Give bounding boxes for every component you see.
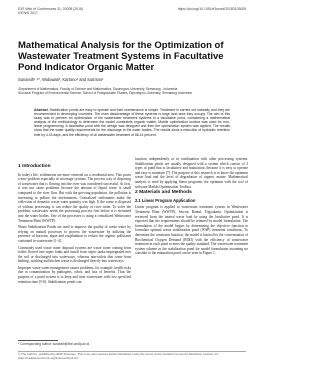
corresponding-author-footnote: * Corresponding author: sunarsih@live.undip.ac.id [18,342,90,346]
subsection-heading: 2.1 Linear Program Application [135,197,196,203]
abstract-text: Stabilization ponds are easy to operate and their maintenance is simple. Treatment is carried out naturally and they are recommended in developing countries. The main disadvantage of these systems is large land area they occupy. The aim of this study was to perform an optimization of the wastewater treatment systems in a facultative pond, considering a mathematical analysis of the methodology to determine the model constraints organic matter. Mobile optimization toolbox was used for non-linear programming. A facultative pond with the design was designed and then the optimization system was applied. The results show that the water quality requirements for the discharge to the water bodies. The results show a reduction of hydraulic retention time by 4.43 days, and the efficiency of oil wastewater treatment of 86.14 percent. [34,108,231,137]
section-heading-introduction: 1 Introduction [18,164,51,169]
abstract [34,108,230,137]
abstract-label: Abstract. [34,108,49,112]
conference-name: ICENIS 2017 [18,11,38,16]
affiliation-1: ¹Department of Mathematics, Faculty of Science and Mathematics, Diponegoro University, Semarang - Indonesia [18,87,178,91]
author-list: Sunarsih¹˒²*, Widowati¹, Kartono¹ and Sutrisno¹ [18,77,104,82]
paragraph: In today's life, settlements are more centered on a residential area. This poses a new problem especially in sewerage systems. The process way of disposing of wastewater that is flowing into the river was considered successful. At first, it was not cause problems because the amount of liquid waste is small compared to the river flow. But with the growing population, the pollution is increasing to pollute the environment. Centralized settlements make the collection of domestic waste water quantity was high. If the waste is disposed of without processing, it can reduce the quality of river water. To solve the problem, wastewater needs the processing process first before it is streamed into the water bodies. One of the processes is using a centralized Wastewater Treatment Plant (WWTP). [18,172,131,223]
license-notice: © The Authors, published by EDP Sciences. This is an open access article distributed under the terms of the Creative Commons Attribution License 4.0 (http://creativecommons.org/licenses/by/4.0/). [18,351,246,360]
footnote-rule [18,340,58,341]
right-column [135,157,248,258]
left-column [18,165,131,286]
affiliation-2: ²Doctoral Program of Environmental Science, School of Postgraduate Studies, Diponegoro University, Semarang-Indonesia [18,91,192,95]
paragraph: Commonly used waste water disposal systems are waste water coming from toilets flowed into septic tanks and runoff from septic tanks impregnated into the soil or discharged into waterways, whereas non-toilets that come from bathing, washing and kitchen waste is discharged directly into waterways. [18,245,131,264]
paragraph: Improper waste water management causes problems, for example, health risks due to contamination by pathogens, odors, and loss of benefits. Thus the purpose of a pond system is to keep and treat wastewater with low specified retention time [5-6]. Stabilization ponds can [18,265,131,284]
affiliations [18,87,246,95]
paragraph: Linear program is applied to wastewater treatment system in Wastewater Treatment Plant (WWTP), Sewon, Bantul, Yogyakarta. Optimization is reviewed from the treated waste load by using the facultative pond. It is expected that the requirements should be retained by model formulation. The formulation of the model begins by determining the objective function to formulate optimal waste stabilization pond (WSP) treatment conditions. To determine the constraint function, the model is limited by the concentration of Biochemical Oxygen Demand (BOD) with the efficiency of wastewater treatment in each pond to meet the quality standard. The wastewater treatment system scheme in the stabilization pond for model formulation assuming no consider to the maturation pond can be seen in Figure 1. [135,205,248,256]
paragraph: Waste Stabilization Ponds are used to improve the quality of waste water by relying on natural processes to process the wastewater by utilizing the presence of bacteria, algae and zooplankton to reduce the organic pollutants contained in wastewater [1-4]. [18,225,131,243]
section-heading-materials: 2 Materials and Methods [135,190,192,196]
paragraph: function independently or in combination with other processing systems. Stabilization ponds are usually designed with a system which consist of 2 types of pond that is facultative and maturation, because it is easy to operate and easy to maintain [7]. The purpose of this research is to know the optimum waste load and the level of degradation of organic matter. Mathematical analysis is used by applying linear programs, the optimum with the tool of software Matlab Optimization Toolbox. [135,157,248,189]
running-header [18,7,246,15]
header-left [18,7,83,15]
paper-title: Mathematical Analysis for the Optimization of Wastewater Treatment Systems in Facultative Pond Indicator Organic Matter [18,40,224,73]
doi-link[interactable]: https://doi.org/10.1051/e3sconf/20183103008 [177,7,246,11]
journal-citation: E3S Web of Conferences 31, 03008 (2018) [18,7,83,11]
